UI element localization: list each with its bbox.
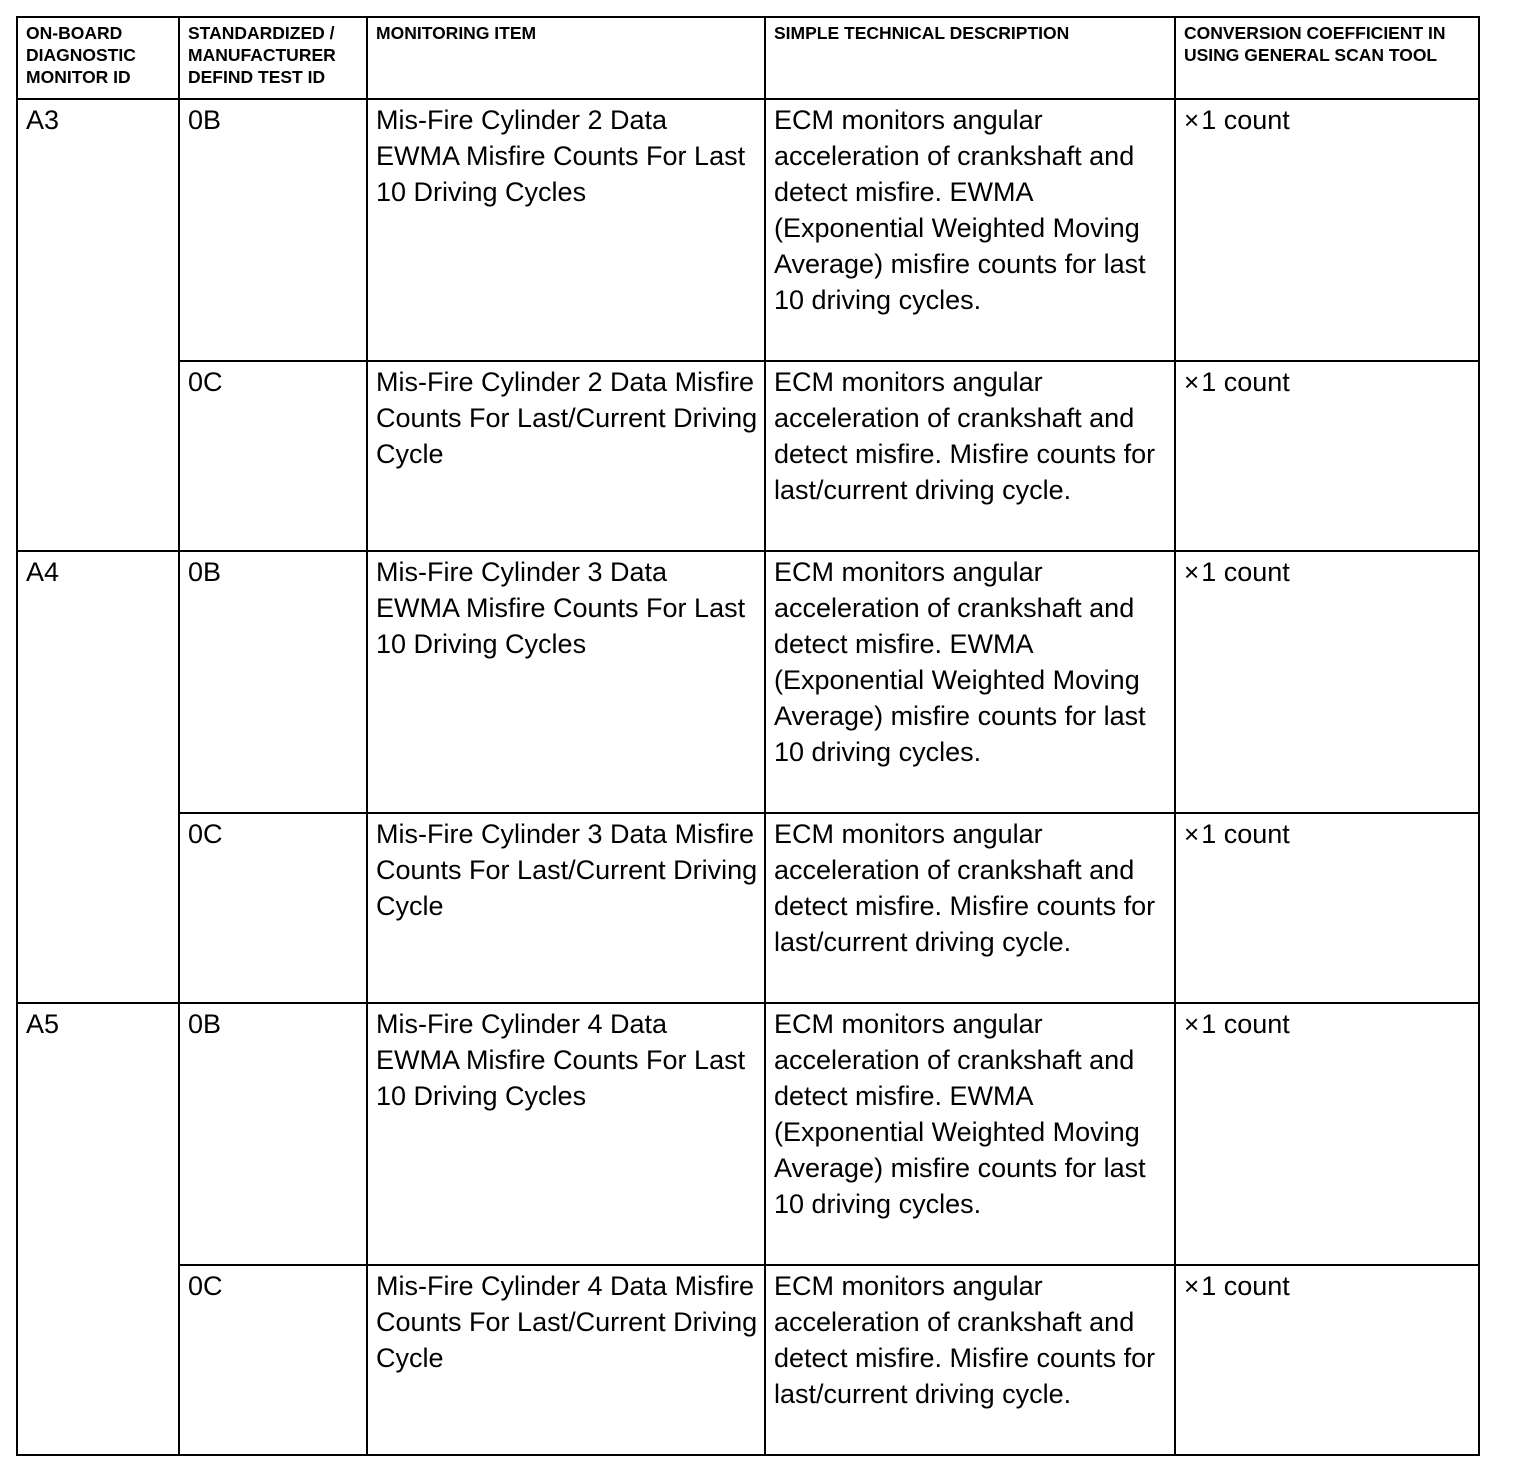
test-id-cell: 0C [179, 361, 367, 551]
monitoring-item-cell: Mis-Fire Cylinder 2 Data Misfire Counts For Last/Current Driving Cycle [367, 361, 765, 551]
conversion-cell [1175, 551, 1479, 813]
multiply-icon: × [1184, 1271, 1200, 1301]
conversion-cell [1175, 361, 1479, 551]
table-row [17, 813, 1479, 1003]
monitoring-item-cell: Mis-Fire Cylinder 3 Data EWMA Misfire Counts For Last 10 Driving Cycles [367, 551, 765, 813]
description-cell: ECM monitors angular acceleration of crankshaft and detect misfire. EWMA (Exponential Weighted Moving Average) misfire counts for last 10 driving cycles. [765, 99, 1175, 361]
description-cell: ECM monitors angular acceleration of crankshaft and detect misfire. Misfire counts for last/current driving cycle. [765, 813, 1175, 1003]
header-test-id: STANDARDIZED / MANUFACTURER DEFIND TEST ID [179, 17, 367, 99]
test-id-cell: 0B [179, 99, 367, 361]
test-id-cell: 0B [179, 551, 367, 813]
multiply-icon: × [1184, 105, 1200, 135]
conversion-value: 1 count [1201, 819, 1290, 849]
conversion-value: 1 count [1201, 367, 1290, 397]
conversion-cell [1175, 813, 1479, 1003]
conversion-cell [1175, 1003, 1479, 1265]
monitoring-item-cell: Mis-Fire Cylinder 3 Data Misfire Counts For Last/Current Driving Cycle [367, 813, 765, 1003]
monitor-table [16, 16, 1480, 1456]
monitor-id-cell: A4 [17, 551, 179, 1003]
header-conversion: CONVERSION COEFFICIENT IN USING GENERAL SCAN TOOL [1175, 17, 1479, 99]
multiply-icon: × [1184, 367, 1200, 397]
multiply-icon: × [1184, 1009, 1200, 1039]
header-monitoring-item: MONITORING ITEM [367, 17, 765, 99]
table-row [17, 361, 1479, 551]
monitoring-item-cell: Mis-Fire Cylinder 4 Data Misfire Counts For Last/Current Driving Cycle [367, 1265, 765, 1455]
conversion-value: 1 count [1201, 1009, 1290, 1039]
multiply-icon: × [1184, 819, 1200, 849]
description-cell: ECM monitors angular acceleration of crankshaft and detect misfire. Misfire counts for last/current driving cycle. [765, 361, 1175, 551]
description-cell: ECM monitors angular acceleration of crankshaft and detect misfire. EWMA (Exponential Weighted Moving Average) misfire counts for last 10 driving cycles. [765, 1003, 1175, 1265]
conversion-value: 1 count [1201, 557, 1290, 587]
header-monitor-id: ON-BOARD DIAGNOSTIC MONITOR ID [17, 17, 179, 99]
table-row [17, 551, 1479, 813]
table-row [17, 99, 1479, 361]
description-cell: ECM monitors angular acceleration of crankshaft and detect misfire. EWMA (Exponential Weighted Moving Average) misfire counts for last 10 driving cycles. [765, 551, 1175, 813]
conversion-cell [1175, 99, 1479, 361]
test-id-cell: 0C [179, 1265, 367, 1455]
monitoring-item-cell: Mis-Fire Cylinder 2 Data EWMA Misfire Counts For Last 10 Driving Cycles [367, 99, 765, 361]
description-cell: ECM monitors angular acceleration of crankshaft and detect misfire. Misfire counts for last/current driving cycle. [765, 1265, 1175, 1455]
table-row [17, 1003, 1479, 1265]
header-row [17, 17, 1479, 99]
table-row [17, 1265, 1479, 1455]
conversion-value: 1 count [1201, 105, 1290, 135]
monitoring-item-cell: Mis-Fire Cylinder 4 Data EWMA Misfire Counts For Last 10 Driving Cycles [367, 1003, 765, 1265]
multiply-icon: × [1184, 557, 1200, 587]
conversion-value: 1 count [1201, 1271, 1290, 1301]
header-description: SIMPLE TECHNICAL DESCRIPTION [765, 17, 1175, 99]
test-id-cell: 0C [179, 813, 367, 1003]
monitor-id-cell: A5 [17, 1003, 179, 1455]
monitor-id-cell: A3 [17, 99, 179, 551]
conversion-cell [1175, 1265, 1479, 1455]
test-id-cell: 0B [179, 1003, 367, 1265]
